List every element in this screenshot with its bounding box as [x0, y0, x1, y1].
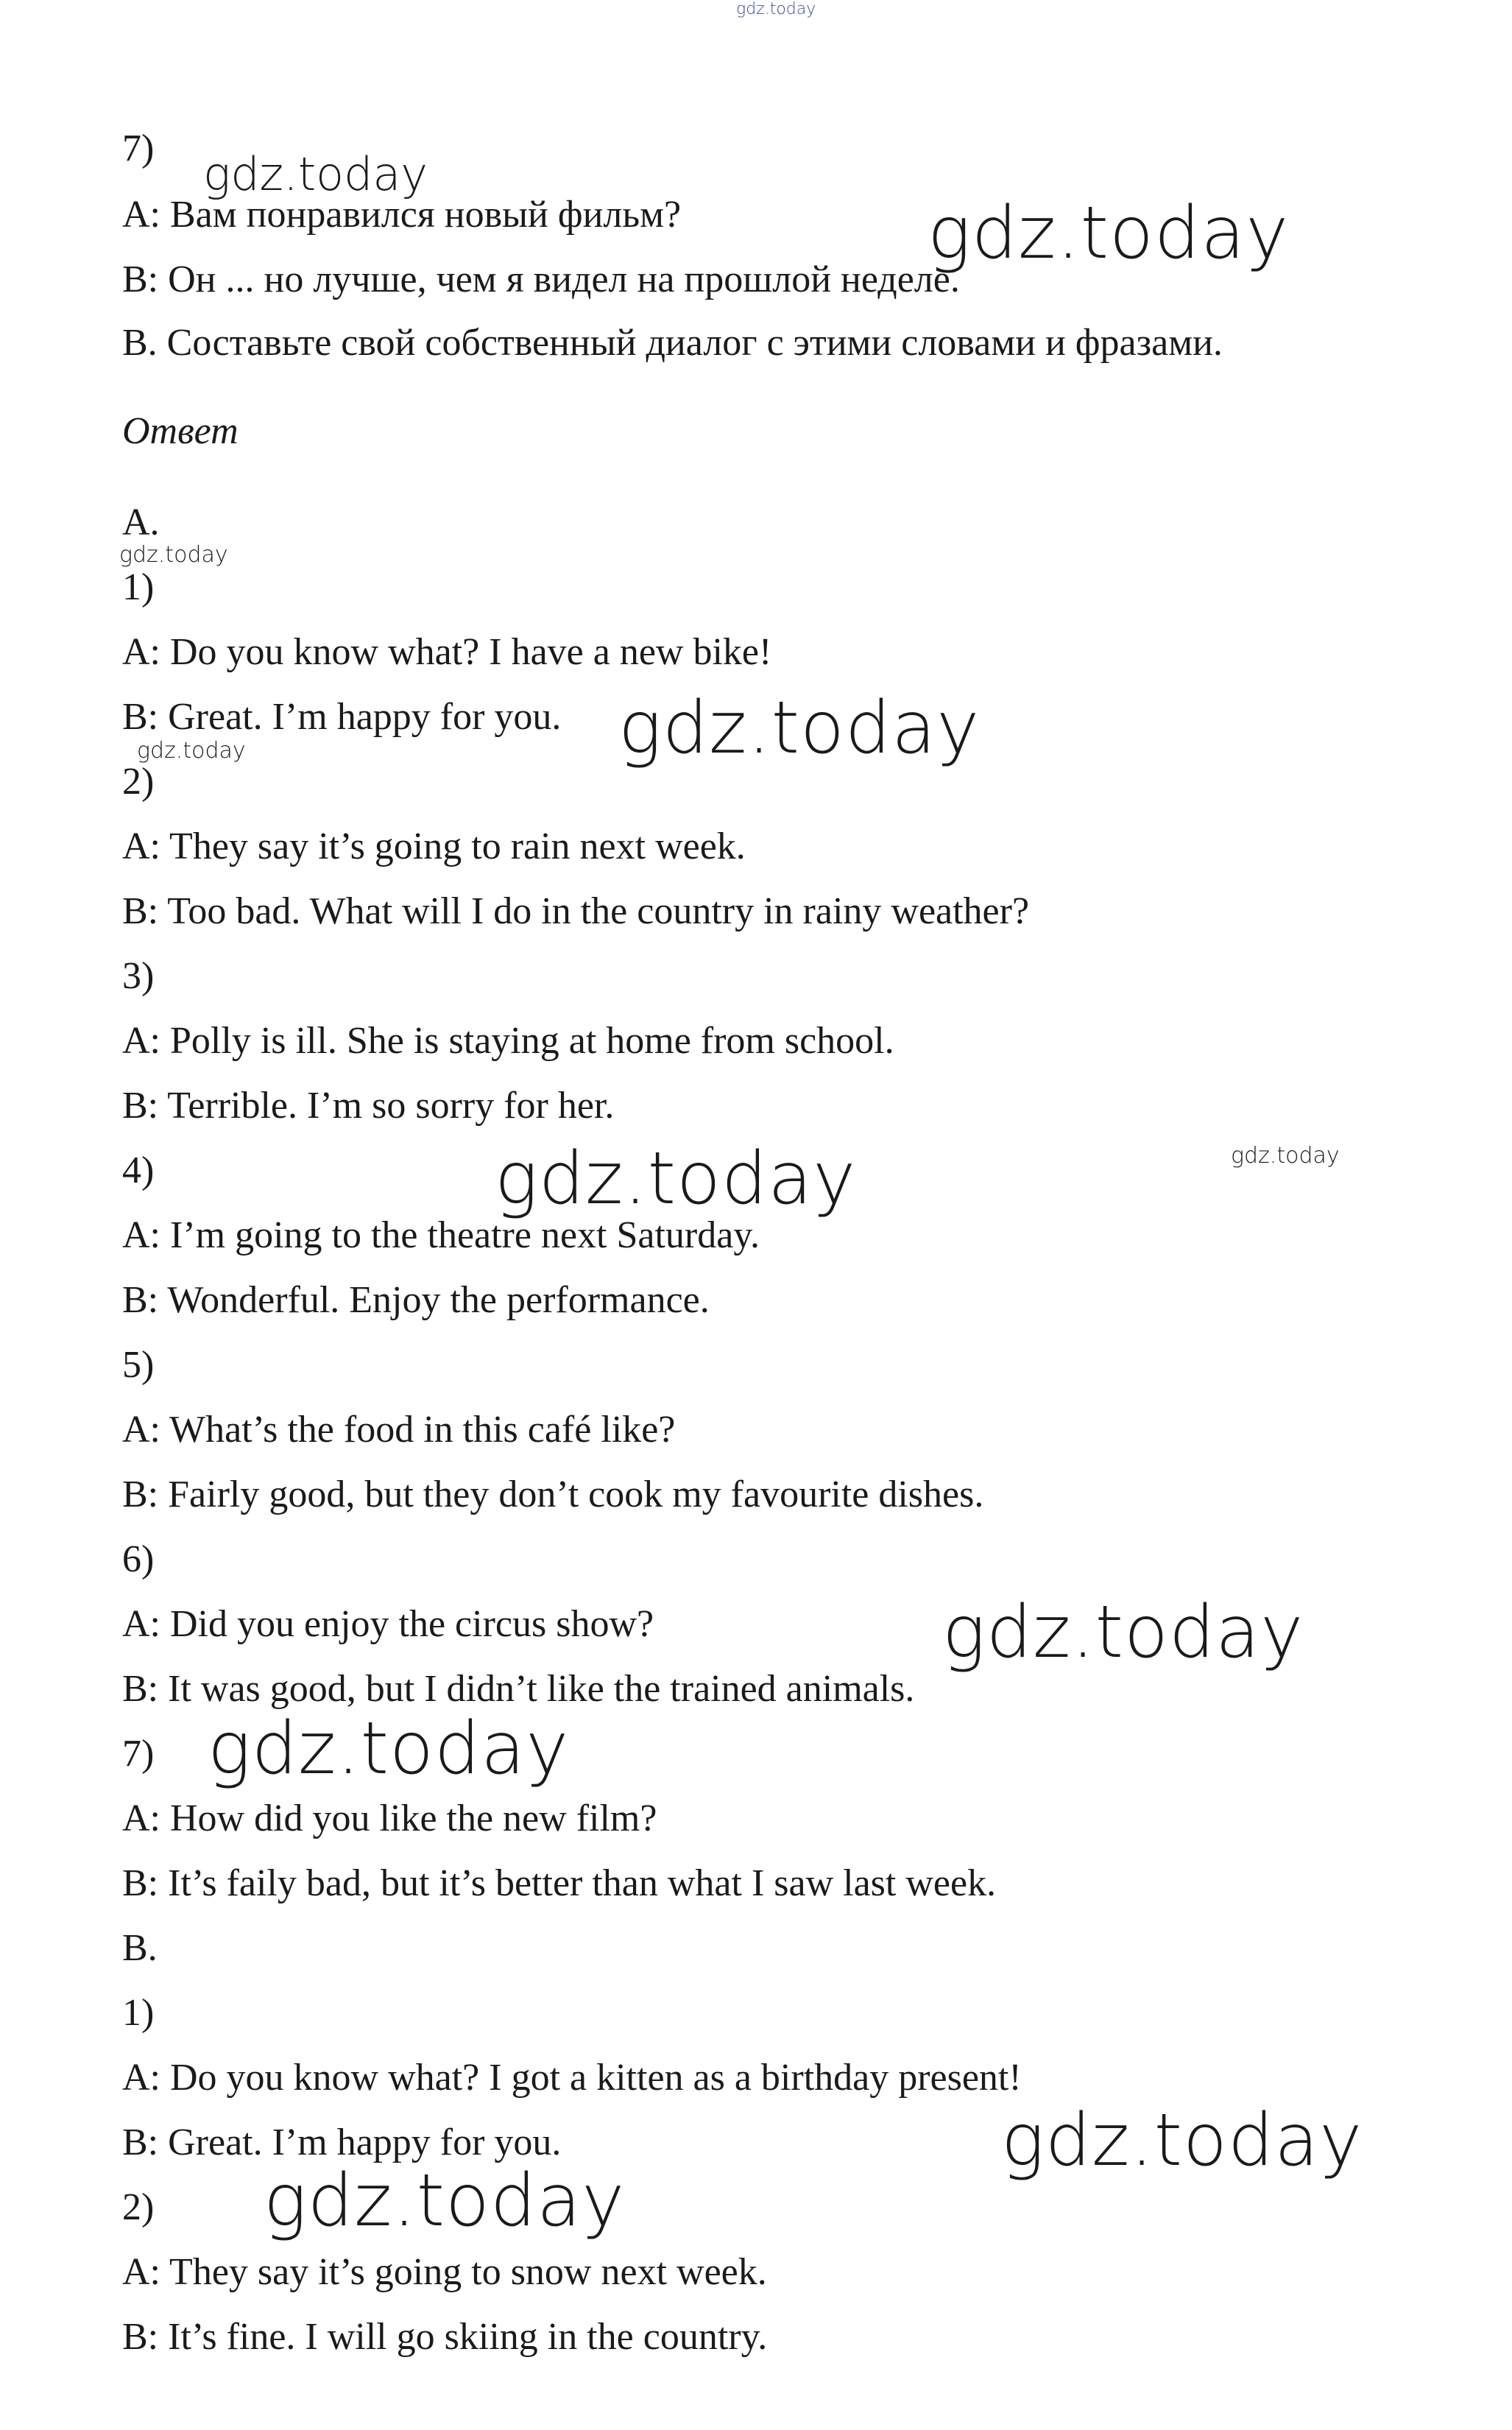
- dialog-number: 1): [122, 566, 155, 608]
- dialog-line-a: A: I’m going to the theatre next Saturday.: [122, 1214, 760, 1256]
- watermark-text: gdz.today: [736, 0, 816, 18]
- question-line-a: A: Вам понравился новый фильм?: [122, 194, 682, 236]
- dialog-number: 4): [122, 1149, 155, 1191]
- question-number: 7): [122, 127, 155, 169]
- watermark-text: gdz.today: [1231, 1143, 1340, 1169]
- dialog-line-b: B: Wonderful. Enjoy the performance.: [122, 1279, 710, 1321]
- question-line-b: B: Он ... но лучше, чем я видел на прошлой неделе.: [122, 258, 960, 300]
- dialog-line-b: B: It was good, but I didn’t like the trained animals.: [122, 1668, 915, 1710]
- dialog-line-b: B: It’s fine. I will go skiing in the country.: [122, 2316, 768, 2358]
- dialog-line-b: B: Too bad. What will I do in the country in rainy weather?: [122, 890, 1030, 932]
- dialog-line-b: B: Great. I’m happy for you.: [122, 2121, 562, 2163]
- dialog-line-b: B: Great. I’m happy for you.: [122, 696, 562, 738]
- section-b-label: B.: [122, 1927, 158, 1969]
- dialog-line-a: A: Do you know what? I have a new bike!: [122, 631, 772, 673]
- dialog-number: 5): [122, 1344, 155, 1386]
- watermark-text: gdz.today: [928, 191, 1290, 275]
- dialog-line-a: A: What’s the food in this café like?: [122, 1409, 676, 1451]
- watermark-text: gdz.today: [618, 686, 981, 770]
- watermark-text: gdz.today: [942, 1591, 1304, 1674]
- watermark-text: gdz.today: [1001, 2099, 1363, 2183]
- dialog-line-a: A: Did you enjoy the circus show?: [122, 1603, 654, 1645]
- dialog-line-b: B: It’s faily bad, but it’s better than what I saw last week.: [122, 1862, 997, 1904]
- dialog-line-b: B: Terrible. I’m so sorry for her.: [122, 1085, 615, 1127]
- watermark-text: gdz.today: [495, 1137, 857, 1221]
- dialog-number: 7): [122, 1733, 155, 1775]
- dialog-number: 3): [122, 955, 155, 997]
- task-b-instruction: B. Составьте свой собственный диалог с этими словами и фразами.: [122, 322, 1223, 364]
- dialog-number: 2): [122, 2186, 155, 2228]
- section-a-label: A.: [122, 501, 160, 543]
- dialog-number: 1): [122, 1992, 155, 2034]
- dialog-number: 6): [122, 1538, 155, 1580]
- dialog-line-a: A: Do you know what? I got a kitten as a birthday present!: [122, 2057, 1022, 2099]
- watermark-text: gdz.today: [203, 147, 428, 201]
- watermark-text: gdz.today: [264, 2159, 626, 2243]
- dialog-line-a: A: They say it’s going to rain next week.: [122, 825, 746, 867]
- answer-heading: Ответ: [122, 410, 239, 452]
- dialog-number: 2): [122, 761, 155, 803]
- watermark-text: gdz.today: [137, 738, 246, 764]
- dialog-line-a: A: Polly is ill. She is staying at home from school.: [122, 1020, 894, 1062]
- dialog-line-b: B: Fairly good, but they don’t cook my favourite dishes.: [122, 1473, 984, 1515]
- watermark-text: gdz.today: [119, 542, 228, 568]
- watermark-text: gdz.today: [208, 1707, 570, 1791]
- dialog-line-a: A: How did you like the new film?: [122, 1797, 657, 1839]
- dialog-line-a: A: They say it’s going to snow next week.: [122, 2251, 767, 2293]
